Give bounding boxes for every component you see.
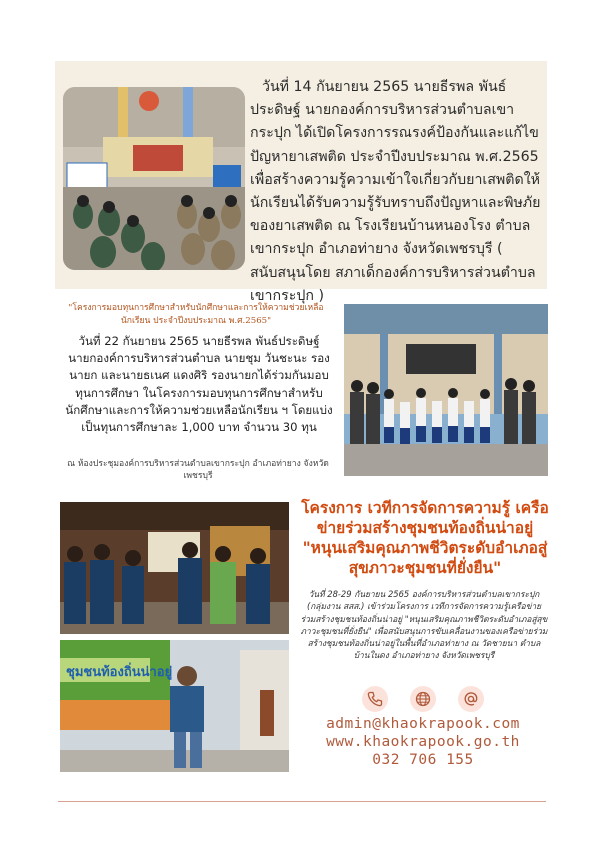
contact-phone: 032 706 155 [372, 752, 474, 768]
scholarship-location: ณ ห้องประชุมองค์การบริหารส่วนตำบลเขากระปุก อำเภอท่ายาง จังหวัดเพชรบุรี [67, 459, 329, 481]
scholarship-group-photo [344, 304, 548, 476]
network-project-paragraph: วันที่ 28-29 กันยายน 2565 องค์การบริหารส่วนตำบลเขากระปุก (กลุ่มงาน สสส.) เข้าร่วมโครงการ เวทีการจัดการความรู้เครือข่ายร่วมสร้างชุมชนท้องถิ่นน่าอยู่ "หนุนเสริมคุณภาพชีวิตระดับอำเภอสู่สุขภาวะชุมชนที่ยั่งยืน" เพื่อสนับสนุนการขับเคลื่อนงานของเครือข่ายร่วมสร้างชุมชนท้องถิ่นน่าอยู่ในพื้นที่อำเภอท่ายาง ณ วัดชายนา ตำบลบ้านในดง อำเภอท่ายาง จังหวัดเพชรบุรี [300, 589, 548, 661]
drug-campaign-photo [63, 87, 245, 270]
network-meeting-photo [60, 502, 289, 634]
network-project-title: โครงการ เวทีการจัดการความรู้ เครือข่ายร่วมสร้างชุมชนท้องถิ่นน่าอยู่ "หนุนเสริมคุณภาพชีวิตระดับอำเภอสู่สุขภาวะชุมชนที่ยั่งยืน" [301, 498, 549, 577]
contact-email[interactable]: admin@khaokrapook.com [326, 716, 520, 732]
globe-icon [410, 686, 436, 712]
banner-text: ชุมชนท้องถิ่นน่าอยู่ [66, 665, 173, 680]
contact-website[interactable]: www.khaokrapook.go.th [326, 734, 520, 750]
speaker-photo [60, 640, 289, 772]
scholarship-project-quote: "โครงการมอบทุนการศึกษาสำหรับนักศึกษาและการให้ความช่วยเหลือนักเรียน ประจำปีงบประมาณ พ.ศ.2565" [68, 303, 324, 326]
at-icon [458, 686, 484, 712]
footer-divider [58, 801, 546, 802]
phone-icon [362, 686, 388, 712]
section1-paragraph-box [250, 76, 542, 308]
section1-paragraph: วันที่ 14 กันยายน 2565 นายธีรพล พันธ์ประดิษฐ์ นายกองค์การบริหารส่วนตำบลเขากระปุก ได้เปิดโครงการรณรงค์ป้องกันและแก้ไขปัญหายาเสพติด ประจำปีงบประมาณ พ.ศ.2565 เพื่อสร้างความรู้ความเข้าใจเกี่ยวกับยาเสพติดให้นักเรียนได้รับความรู้รับทราบถึงปัญหาและพิษภัยของยาเสพติด ณ โรงเรียนบ้านหนองโรง ตำบลเขากระปุก อำเภอท่ายาง จังหวัดเพชรบุรี ( สนับสนุนโดย สภาเด็กองค์การบริหารส่วนตำบลเขากระปุก ) [250, 79, 541, 304]
scholarship-paragraph: วันที่ 22 กันยายน 2565 นายธีรพล พันธ์ประดิษฐ์ นายกองค์การบริหารส่วนตำบล นายชุม วันชะนะ รองนายก และนายธเนศ แดงศิริ รองนายกได้ร่วมกันมอบทุนการศึกษา ในโครงการมอบทุนการศึกษาสำหรับนักศึกษาและการให้ความช่วยเหลือนักเรียน ฯ โดยแบ่งเป็นทุนการศึกษาละ 1,000 บาท จำนวน 30 ทุน [65, 334, 333, 435]
